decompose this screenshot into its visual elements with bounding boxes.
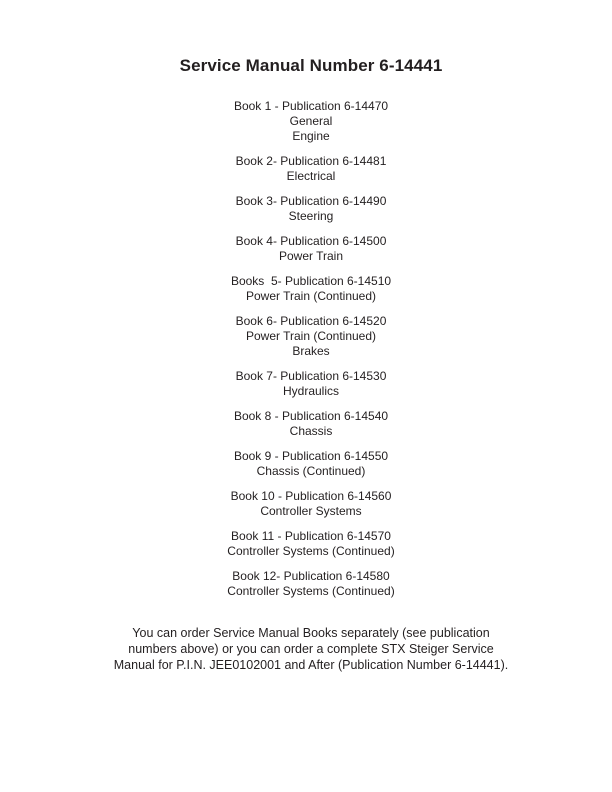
book-entry-line: Controller Systems (Continued) bbox=[227, 584, 395, 598]
ordering-note-line: You can order Service Manual Books separately (see publication bbox=[132, 626, 490, 640]
ordering-note-line: Manual for P.I.N. JEE0102001 and After (Publication Number 6-14441). bbox=[113, 658, 509, 672]
book-entry-line: Book 6- Publication 6-14520 bbox=[235, 314, 387, 328]
book-entry-line: Power Train (Continued) bbox=[245, 289, 377, 303]
book-entry bbox=[10, 569, 612, 599]
book-entry-line: Book 9 - Publication 6-14550 bbox=[233, 449, 389, 463]
book-entry-line: Book 2- Publication 6-14481 bbox=[235, 154, 387, 168]
book-entry-line: Chassis bbox=[289, 424, 333, 438]
book-entry-line: Engine bbox=[292, 129, 330, 143]
book-entry-line: Electrical bbox=[286, 169, 336, 183]
book-entry-line: Brakes bbox=[292, 344, 330, 358]
book-entry bbox=[10, 99, 612, 144]
book-entry-line: Books 5- Publication 6-14510 bbox=[230, 274, 392, 288]
book-entry-line: Book 12- Publication 6-14580 bbox=[232, 569, 390, 583]
book-entry-line: Steering bbox=[288, 209, 334, 223]
book-entry-line: Book 7- Publication 6-14530 bbox=[235, 369, 387, 383]
book-entry bbox=[10, 234, 612, 264]
book-entry bbox=[10, 449, 612, 479]
page-title: Service Manual Number 6-14441 bbox=[179, 56, 443, 75]
ordering-note bbox=[10, 625, 612, 673]
book-entry bbox=[10, 489, 612, 519]
book-entry-line: Power Train (Continued) bbox=[245, 329, 377, 343]
book-entry-line: Book 3- Publication 6-14490 bbox=[235, 194, 387, 208]
book-entry bbox=[10, 194, 612, 224]
book-entry bbox=[10, 154, 612, 184]
ordering-note-line: numbers above) or you can order a complete STX Steiger Service bbox=[128, 642, 494, 656]
book-entry-line: Chassis (Continued) bbox=[256, 464, 366, 478]
book-entry-line: Controller Systems bbox=[260, 504, 362, 518]
book-entry-line: Controller Systems (Continued) bbox=[227, 544, 395, 558]
book-entry-line: Book 10 - Publication 6-14560 bbox=[230, 489, 392, 503]
book-entry-line: Power Train bbox=[278, 249, 344, 263]
book-entry bbox=[10, 369, 612, 399]
book-entry-line: Book 11 - Publication 6-14570 bbox=[231, 529, 391, 543]
book-entry bbox=[10, 314, 612, 359]
book-entry-line: Book 4- Publication 6-14500 bbox=[235, 234, 387, 248]
book-entry bbox=[10, 529, 612, 559]
book-list bbox=[10, 99, 612, 599]
book-entry-line: Book 8 - Publication 6-14540 bbox=[233, 409, 389, 423]
book-entry-line: Hydraulics bbox=[282, 384, 339, 398]
book-entry bbox=[10, 409, 612, 439]
book-entry-line: General bbox=[289, 114, 333, 128]
book-entry-line: Book 1 - Publication 6-14470 bbox=[233, 99, 389, 113]
book-entry bbox=[10, 274, 612, 304]
